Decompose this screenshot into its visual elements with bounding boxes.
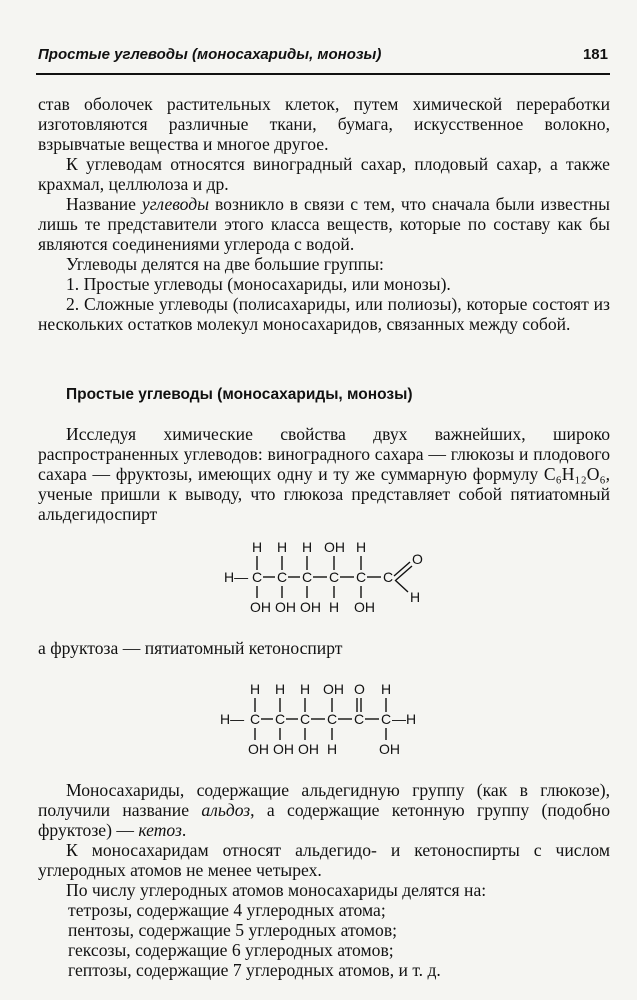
- glucose-bottom-2: OH: [275, 599, 296, 615]
- group-item-2: 2. Сложные углеводы (полисахариды, или полиозы), которые состоят из нескольких остатков молекул моносахаридов, связанных между собой.: [38, 294, 610, 334]
- running-head-title: Простые углеводы (моносахариды, монозы): [38, 46, 382, 63]
- glucose-formula: [220, 538, 440, 618]
- term-aldoses: альдоз: [201, 800, 251, 820]
- closing-paragraph-3: По числу углеродных атомов моносахариды делятся на:: [66, 880, 487, 900]
- closing-text: [38, 780, 610, 980]
- intro-paragraph-2: К углеводам относятся виноградный сахар, плодовый сахар, а также крахмал, целлюлоза и др.: [38, 154, 610, 194]
- closing-paragraph-2: К моносахаридам относят альдегидо- и кетоноспирты с числом углеродных атомов не менее четырех.: [38, 840, 610, 880]
- fructose-c2: C: [275, 711, 286, 727]
- glucose-bottom-4: H: [329, 599, 340, 615]
- list-item: гептозы, содержащие 7 углеродных атомов, и т. д.: [68, 960, 441, 980]
- glucose-chain-h: H—: [224, 569, 249, 585]
- intro-paragraph-3: [38, 194, 610, 254]
- fructose-c1: C: [250, 711, 261, 727]
- list-item: гексозы, содержащие 6 углеродных атомов;: [68, 940, 394, 960]
- fructose-bottom-3: OH: [298, 741, 319, 757]
- fructose-top-5: O: [354, 681, 365, 697]
- fructose-c3: C: [300, 711, 311, 727]
- fructose-c6: C: [381, 711, 392, 727]
- text-run: .: [181, 820, 187, 840]
- fructose-top-1: H: [250, 681, 261, 697]
- glucose-c6: C: [383, 569, 394, 585]
- fructose-c5: C: [354, 711, 365, 727]
- fructose-bottom-5: OH: [379, 741, 400, 757]
- text-run: Название: [66, 194, 142, 214]
- glucose-top-2: H: [277, 539, 288, 555]
- section-text: [38, 424, 610, 524]
- glucose-bottom-5: OH: [354, 599, 375, 615]
- text-run: , а содержащие кетонную группу (подобно фруктозе) —: [38, 800, 610, 840]
- glucose-c2: C: [277, 569, 288, 585]
- text-run: Моносахариды, содержащие альдегидную группу (как в глюкозе), получили название: [38, 780, 610, 820]
- section-paragraph-1: Исследуя химические свойства двух важнейших, широко распространенных углеводов: виноградного сахара — глюкозы и плодового сахара — фруктозы, имеющих одну и ту же суммарную формулу C₆H₁₂O₆, ученые пришли к выводу, что глюкоза представляет собой пятиатомный альдегидоспирт: [38, 424, 610, 524]
- glucose-top-3: H: [302, 539, 313, 555]
- group-item-1: 1. Простые углеводы (моносахариды, или монозы).: [66, 274, 451, 294]
- glucose-top-5: H: [356, 539, 367, 555]
- glucose-bottom-1: OH: [250, 599, 271, 615]
- header-rule: [36, 73, 610, 75]
- glucose-c3: C: [302, 569, 313, 585]
- closing-paragraph-1: [38, 780, 610, 840]
- fructose-chain-h-right: —H: [392, 711, 417, 727]
- intro-paragraph-4: Углеводы делятся на две большие группы:: [66, 254, 384, 274]
- fructose-formula: [216, 680, 436, 760]
- section-heading: Простые углеводы (моносахариды, монозы): [66, 386, 413, 403]
- fructose-bottom-4: H: [327, 741, 338, 757]
- fructose-c4: C: [327, 711, 338, 727]
- fructose-top-6: H: [381, 681, 392, 697]
- term-carbohydrates: углеводы: [141, 194, 210, 214]
- glucose-aldehyde-o: O: [412, 551, 423, 567]
- list-item: пентозы, содержащие 5 углеродных атомов;: [68, 920, 398, 940]
- fructose-bottom-1: OH: [248, 741, 269, 757]
- intro-paragraph-1: став оболочек растительных клеток, путем химической переработки изготовляются различные ткани, бумага, искусственное волокно, взрывчатые вещества и многое другое.: [38, 94, 610, 154]
- text-run: возникло в связи с тем, что сначала были известны лишь те представители этого класса веществ, которые по составу как бы являются соединениями углерода с водой.: [38, 194, 611, 254]
- glucose-c5: C: [356, 569, 367, 585]
- page-number: 181: [582, 46, 608, 63]
- glucose-c4: C: [329, 569, 340, 585]
- fructose-top-4: OH: [323, 681, 344, 697]
- list-item: тетрозы, содержащие 4 углеродных атома;: [68, 900, 386, 920]
- glucose-aldehyde-h: H: [410, 589, 421, 605]
- glucose-top-4: OH: [324, 539, 345, 555]
- intro-text: [38, 94, 610, 334]
- monosaccharide-types-list: [38, 900, 610, 980]
- glucose-c1: C: [252, 569, 263, 585]
- fructose-top-2: H: [275, 681, 286, 697]
- fructose-top-3: H: [300, 681, 311, 697]
- glucose-bottom-3: OH: [300, 599, 321, 615]
- glucose-top-1: H: [252, 539, 263, 555]
- fructose-bottom-2: OH: [273, 741, 294, 757]
- fructose-caption: а фруктоза — пятиатомный кетоноспирт: [38, 638, 343, 658]
- fructose-chain-h-left: H—: [220, 711, 245, 727]
- running-head: [38, 46, 608, 63]
- term-ketoses: кетоз: [138, 820, 182, 840]
